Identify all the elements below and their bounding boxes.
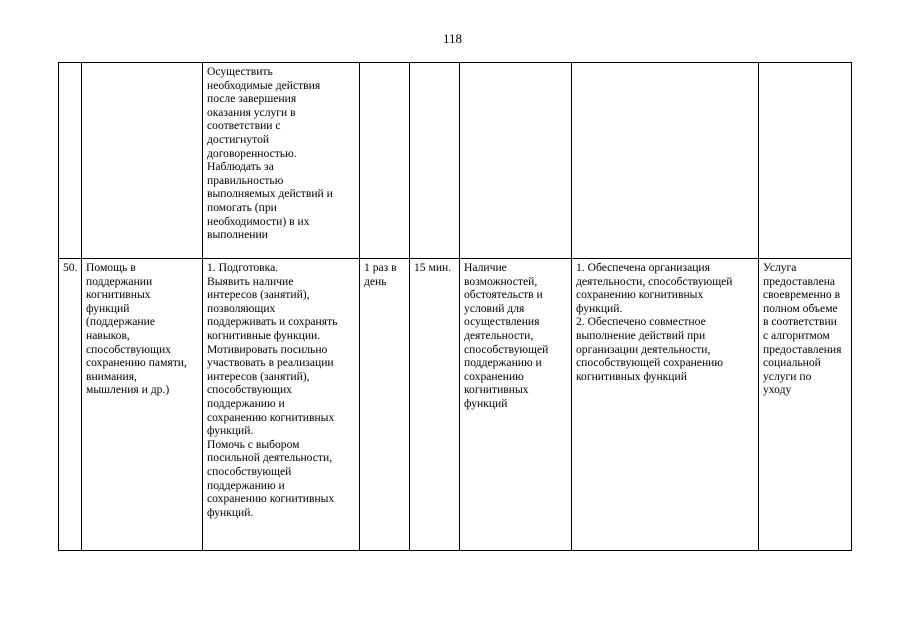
cell-number: 50.: [59, 259, 82, 551]
cell-results: 1. Обеспечена организация деятельности, способствующей сохранению когнитивных функций. 2. Обеспечено совместное выполнение действий при организации деятельности, способствующей сохранению когнитивных функций: [572, 259, 759, 551]
cell-duration: 15 мин.: [410, 259, 460, 551]
cell-assessment: Услуга предоставлена своевременно в полном объеме в соответствии с алгоритмом предоставления социальной услуги по уходу: [759, 259, 852, 551]
cell-number: [59, 63, 82, 259]
cell-service-name: [82, 63, 203, 259]
cell-actions: 1. Подготовка. Выявить наличие интересов (занятий), позволяющих поддерживать и сохранять когнитивные функции. Мотивировать посильно участвовать в реализации интересов (занятий), способствующих поддержанию и сохранению когнитивных функций. Помочь с выбором посильной деятельности, способствующей поддержанию и сохранению когнитивных функций.: [203, 259, 360, 551]
cell-frequency: 1 раз в день: [360, 259, 410, 551]
services-table: [58, 62, 852, 551]
cell-actions: Осуществить необходимые действия после завершения оказания услуги в соответствии с достигнутой договоренностью. Наблюдать за правильностью выполняемых действий и помогать (при необходимости) в их выполнении: [203, 63, 360, 259]
cell-results: [572, 63, 759, 259]
cell-frequency: [360, 63, 410, 259]
cell-duration: [410, 63, 460, 259]
table-row-50: [59, 259, 852, 551]
cell-service-name: Помощь в поддержании когнитивных функций (поддержание навыков, способствующих сохранению памяти, внимания, мышления и др.): [82, 259, 203, 551]
cell-assessment: [759, 63, 852, 259]
cell-conditions: Наличие возможностей, обстоятельств и условий для осуществления деятельности, способствующей поддержанию и сохранению когнитивных функций: [460, 259, 572, 551]
page-number: 118: [442, 31, 463, 46]
cell-conditions: [460, 63, 572, 259]
table-row-continuation: [59, 63, 852, 259]
